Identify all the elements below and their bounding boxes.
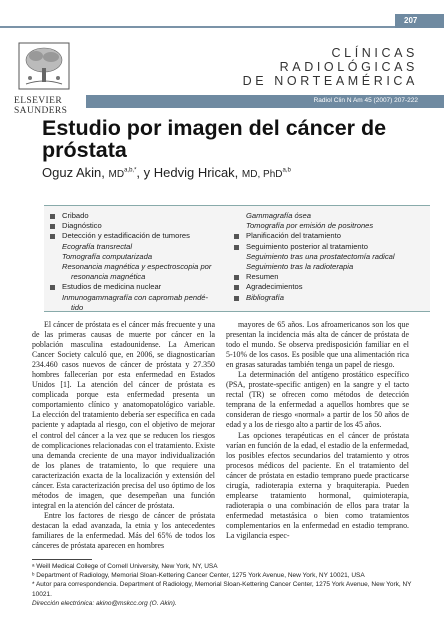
author-1-degree: MD: [108, 169, 125, 180]
table-of-contents: [44, 205, 430, 312]
toc-item: Ecografía transrectal: [62, 241, 133, 251]
toc-item: Planificación del tratamiento: [232, 231, 428, 241]
body-paragraph: Las opciones terapéuticas en el cáncer de próstata varían en función de la edad, el estadio de la enfermedad, los posibles efectos secundarios del tratamiento y otros procesos médicos del paciente. En el tratamiento del cáncer de próstata en estadio temprano puede practicarse cirugía, radioterapia externa y braquiterapia. Pueden emplearse tratamiento hormonal, quimioterapia, radioterapia o una combinación de ellos para tratar la enfermedad metastásica o bien como tratamientos complementarios en la enfermedad en estadio temprano. La vigilancia espec-: [226, 430, 409, 540]
page-number-box: [395, 14, 444, 28]
body-paragraph: mayores de 65 años. Los afroamericanos son los que presentan la incidencia más alta de cáncer de próstata de todo el mundo. Se observa predisposición familiar en el 5-10% de los casos. Es posible que una alimentación rica en grasas saturadas también tenga un papel de riesgo.: [226, 320, 409, 370]
journal-line-3: DE NORTEAMÉRICA: [242, 74, 418, 88]
authors: [42, 165, 291, 180]
author-join: , y Hedvig Hricak,: [136, 165, 239, 180]
toc-item: Resumen: [232, 272, 428, 282]
toc-column-left: [48, 211, 232, 313]
toc-item: Tomografía computarizada: [62, 251, 153, 261]
elsevier-tree-icon: [18, 42, 70, 90]
footnote: Dirección electrónica: akino@mskcc.org (O. Akin).: [32, 599, 177, 607]
journal-line-1: CLÍNICAS: [331, 46, 418, 60]
header-rule: [0, 26, 395, 28]
toc-item: Tomografía por emisión de positrones: [246, 221, 374, 231]
publisher-logo: [14, 42, 74, 116]
footnote: * Autor para correspondencia. Department of Radiology, Memorial Sloan-Kettering Cancer Center, 1275 York Avenue, New York, NY 10021.: [32, 581, 412, 598]
footnotes: [32, 562, 416, 608]
publisher-name: ELSEVIER: [14, 96, 63, 106]
body-column-left: [32, 320, 215, 551]
page-number: 207: [404, 16, 418, 25]
toc-item: Seguimiento tras la radioterapia: [246, 262, 354, 272]
toc-column-right: [232, 211, 428, 303]
author-2-degree: MD, PhD: [241, 169, 283, 180]
author-1-name: Oguz Akin,: [42, 165, 105, 180]
toc-item: Agradecimientos: [232, 282, 428, 292]
citation: Radiol Clin N Am 45 (2007) 207-222: [313, 97, 418, 104]
publisher-imprint: SAUNDERS: [14, 106, 68, 116]
author-2-affil: a,b: [282, 167, 291, 174]
toc-item: Seguimiento posterior al tratamiento: [232, 242, 428, 252]
body-paragraph: Entre los factores de riesgo de cáncer de próstata destacan la edad avanzada, la etnia y los antecedentes familiares de la enfermedad. Más del 65% de todos los cánceres de próstata aparecen en hombres: [32, 510, 215, 551]
toc-item: Seguimiento tras una prostatectomía radical: [246, 251, 395, 261]
article-title: Estudio por imagen del cáncer de próstata: [42, 116, 387, 162]
toc-item: Detección y estadificación de tumores: [48, 231, 232, 241]
toc-item: Resonancia magnética y espectroscopia por: [62, 262, 212, 272]
header-bar: [0, 0, 444, 27]
body-paragraph: La determinación del antígeno prostático específico (PSA, prostate-specific antigen) en la sangre y el tacto rectal (TR) se ofrecen como métodos de detección temprana de la enfermedad a aquellos hombres que se consideran de riesgo «normal» a partir de los 50 años de edad y a los de riesgo alto a partir de los 45 años.: [226, 370, 409, 430]
author-1-star: *: [134, 167, 137, 174]
journal-title: [243, 46, 418, 88]
footnote: ᵃ Weill Medical College of Cornell University, New York, NY, USA: [32, 563, 218, 570]
toc-item: Gammagrafía ósea: [246, 211, 311, 220]
toc-item: tido: [71, 302, 84, 312]
body-column-right: [226, 320, 409, 541]
toc-item: Estudios de medicina nuclear: [48, 282, 232, 292]
journal-line-2: RADIOLÓGICAS: [279, 60, 418, 74]
toc-item: resonancia magnética: [71, 272, 146, 282]
author-1-affil: a,b,: [124, 167, 135, 174]
footnote-rule: [32, 559, 92, 560]
toc-item: Bibliografía: [232, 293, 428, 303]
body-paragraph: El cáncer de próstata es el cáncer más frecuente y una de las primeras causas de muerte por cáncer en la población masculina estadounidense. La American Cancer Society calculó que, en 2006, se diagnosticarían 234.460 casos nuevos de cáncer de próstata y 27.350 hombres fallecerían por esta enfermedad en Estados Unidos [1]. La atención del cáncer de próstata es complicada porque esta enfermedad presenta un comportamiento clínico y anatomopatológico variable. La elección del tratamiento debería ser específica en cada paciente y adaptada al riesgo, con el objetivo de mejorar el control del cáncer a la vez que se reducen los riesgos de complicaciones relacionadas con el tratamiento. Existe una demanda creciente de una mayor individualización de los planes de tratamiento, lo que requiere una caracterización exacta de la localización y extensión del cáncer. Esta caracterización precisa del uso óptimo de los métodos de imagen, que desempeñan una función integral en la atención del cáncer de próstata.: [32, 320, 215, 510]
footnote: ᵇ Department of Radiology, Memorial Sloan-Kettering Cancer Center, 1275 York Avenue, New York, NY 10021, USA: [32, 572, 365, 580]
toc-item: Cribado: [48, 211, 232, 221]
toc-item: Diagnóstico: [48, 221, 232, 231]
toc-item: Inmunogammagrafía con capromab pendé-: [62, 292, 209, 302]
